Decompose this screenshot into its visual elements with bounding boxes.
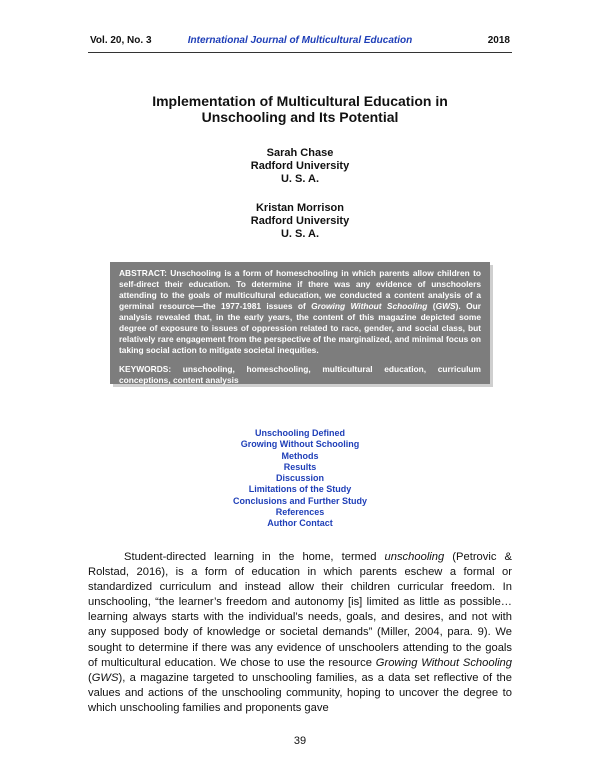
body-paragraph	[88, 550, 512, 716]
author-affiliation: Radford University	[250, 215, 350, 227]
toc-link-results[interactable]: Results	[283, 461, 317, 472]
toc-link-references[interactable]: References	[275, 507, 325, 518]
abstract-box	[110, 262, 490, 384]
body-text: (	[88, 671, 92, 684]
article-title	[0, 93, 600, 125]
keywords-label: KEYWORDS:	[119, 364, 172, 374]
body-italic: Growing Without Schooling	[375, 656, 512, 669]
abstract-italic-title: Growing Without Schooling	[311, 301, 428, 311]
author-name: Kristan Morrison	[255, 202, 344, 214]
abstract-italic-abbrev: GWS	[435, 301, 456, 311]
toc-link-limitations[interactable]: Limitations of the Study	[248, 484, 352, 495]
toc-link-methods[interactable]: Methods	[281, 450, 319, 461]
toc-link-growing-without-schooling[interactable]: Growing Without Schooling	[240, 439, 360, 450]
abstract-paragraph	[119, 268, 481, 356]
journal-name[interactable]: International Journal of Multicultural Education	[187, 35, 413, 46]
abstract-text: Unschooling is a form of homeschooling in which parents allow children to self-direct their education. To determine if there was any evidence of unschoolers attending to the goals of multicultural education, we conducted a content analysis of a germinal resource—the 1977-1981 issues of	[119, 268, 481, 311]
body-italic: GWS	[91, 671, 119, 684]
author-block-1	[0, 147, 600, 186]
author-country: U. S. A.	[280, 173, 320, 185]
body-text: Student-directed learning in the home, termed	[124, 551, 385, 563]
toc-link-conclusions[interactable]: Conclusions and Further Study	[232, 495, 367, 506]
title-line-2: Unschooling and Its Potential	[201, 109, 399, 125]
page-number: 39	[293, 735, 307, 747]
author-block-2	[0, 202, 600, 241]
table-of-contents	[0, 428, 600, 530]
author-affiliation: Radford University	[250, 160, 350, 172]
author-name: Sarah Chase	[266, 147, 334, 159]
body-text: ), a magazine targeted to unschooling families, as a data set reflective of the values and actions of the unschooling community, hoping to uncover the degree to which unschooling families and proponents gave	[88, 671, 512, 714]
body-text: (Petrovic & Rolstad, 2016), is a form of education in which parents eschew a formal or standardized curriculum and instead allow their children curricular freedom. In unschooling, “the learner’s freedom and autonomy [is] limited as little as possible…learning always starts with the individual’s needs, goals, and desires, and not with any supposed body of knowledge or societal demands” (Miller, 2004, para. 9). We sought to determine if there was any evidence of unschoolers attending to the goals of multicultural education. We chose to use the resource	[88, 551, 512, 669]
keywords-paragraph	[119, 364, 481, 386]
header-rule	[88, 52, 512, 53]
abstract-text: ). Our analysis revealed that, in the early years, the content of this magazine depicted some degree of exposure to issues of oppression related to race, gender, and social class, but relatively rare engagement from the perspective of the marginalized, and minimal focus on taking social action to mitigate societal inequities.	[119, 301, 481, 355]
author-country: U. S. A.	[280, 228, 320, 240]
year: 2018	[487, 35, 510, 46]
body-italic: unschooling	[384, 551, 445, 563]
abstract-text: (	[427, 301, 436, 311]
toc-link-unschooling-defined[interactable]: Unschooling Defined	[255, 428, 345, 438]
volume-issue: Vol. 20, No. 3	[90, 35, 152, 46]
toc-link-author-contact[interactable]: Author Contact	[267, 518, 333, 529]
title-line-1: Implementation of Multicultural Education in	[152, 93, 448, 109]
abstract-label: ABSTRACT:	[119, 268, 167, 278]
toc-link-discussion[interactable]: Discussion	[275, 473, 324, 484]
keywords-text: unschooling, homeschooling, multicultural education, curriculum conceptions, content analysis	[119, 364, 481, 385]
